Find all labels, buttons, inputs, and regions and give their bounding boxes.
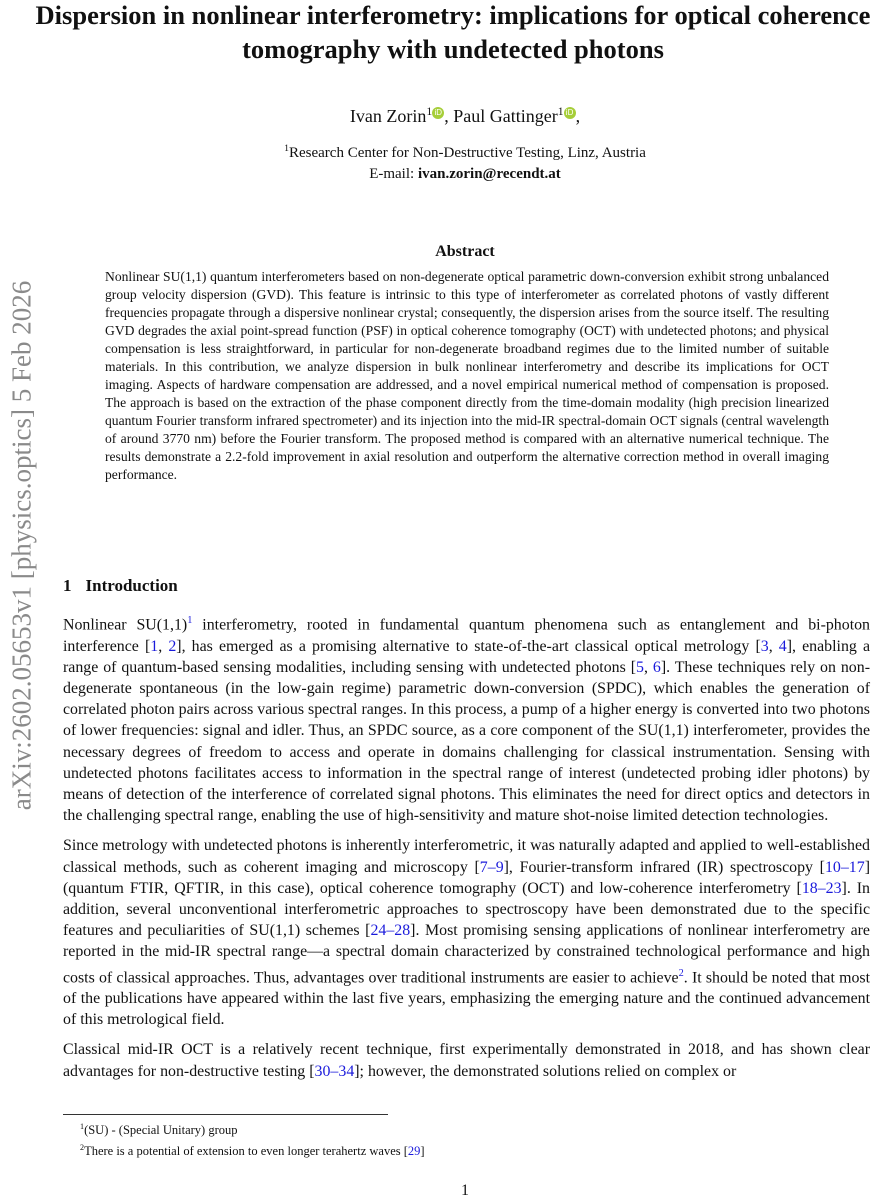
section-title: Introduction [85, 576, 178, 595]
abstract-text: Nonlinear SU(1,1) quantum interferometers based on non-degenerate optical parametric down-conversion exhibit strong unbalanced group velocity dispersion (GVD). This feature is intrinsic to this type of interferometer as correlated photons of vastly different frequencies propagate through a dispersive nonlinear crystal; consequently, the dispersion arises from the source itself. The resulting GVD degrades the axial point-spread function (PSF) in optical coherence tomography (OCT) with undetected photons; and physical compensation is less straightforward, in particular for non-degenerate broadband regimes due to the limited number of suitable materials. In this contribution, we analyze dispersion in bulk nonlinear interferometry and describe its implications for OCT imaging. Aspects of hardware compensation are addressed, and a novel empirical numerical method of compensation is proposed. The approach is based on the extraction of the phase component directly from the time-domain modality (high precision linearized quantum Fourier transform infrared spectrometer) and its injection into the mid-IR spectral-domain OCT signals (central wavelength of around 3770 nm) before the Fourier transform. The proposed method is compared with an alternative numerical technique. The results demonstrate a 2.2-fold improvement in axial resolution and outperform the alternative correction method in overall imaging performance. [105, 269, 829, 482]
author-name: Ivan Zorin [349, 106, 427, 126]
affiliation-mark: 1 [284, 143, 289, 154]
text-run: ] [420, 1144, 425, 1159]
page-number: 1 [461, 1182, 469, 1199]
footnote [80, 1118, 425, 1139]
text-run: , [643, 658, 653, 676]
citation-link[interactable]: 2 [168, 637, 177, 655]
text-run: (SU) - (Special Unitary) group [84, 1123, 238, 1138]
paragraph [63, 835, 870, 1030]
contact-email [0, 166, 871, 183]
orcid-icon[interactable]: iD [564, 107, 576, 119]
text-run: ], enabling a range of quantum-based sensing modalities, including sensing with undetected photons [ [63, 637, 870, 676]
footnote-mark: 2 [80, 1143, 85, 1153]
footnote-link[interactable]: 2 [678, 967, 684, 979]
section-number: 1 [63, 576, 72, 595]
paper-title: Dispersion in nonlinear interferometry: implications for optical coherence tomography with undetected photons [35, 0, 871, 64]
citation-link[interactable]: 30–34 [314, 1062, 355, 1080]
text-run: . It should be noted that most of the publications have appeared within the last five years, emphasizing the emerging nature and the continued advancement of this metrological field. [63, 968, 870, 1029]
text-run: ]. These techniques rely on non-degenerate spontaneous (in the low-gain regime) parametric down-conversion (SPDC), which enables the generation of correlated photon pairs across various spectral ranges. In this process, a pump of a higher energy is converted into two photons of lower frequencies: signal and idler. Thus, an SPDC source, as a core component of the SU(1,1) interferometer, provides the necessary degrees of freedom to access and operate in domains challenging for classical instrumentation. Sensing with undetected photons facilitates access to information in the spectral range of interest (undetected probing idler photons) by means of detection of the interference of correlated signal photons. This eliminates the need for direct optics and detectors in the challenging spectral range, enabling the use of high-sensitivity and mature shot-noise limited detection technologies. [63, 658, 870, 825]
citation-link[interactable]: 7–9 [479, 858, 504, 876]
author-separator: , [575, 106, 581, 126]
text-run: , [768, 637, 779, 655]
author-name: Paul Gattinger [453, 106, 558, 126]
footnote-rule [63, 1114, 388, 1115]
text-run: ]. Most promising sensing applications of nonlinear interferometry are reported in the mid-IR spectral range—a spectral domain characterized by constrained technological performance and high costs of classical approaches. Thus, advantages over traditional instruments are easier to achieve [63, 922, 870, 986]
author-affiliation-mark: 1 [426, 105, 433, 118]
footnotes [80, 1118, 425, 1160]
citation-link[interactable]: 18–23 [801, 879, 842, 897]
text-run: , [158, 637, 169, 655]
citation-link[interactable]: 6 [652, 658, 661, 676]
body-text [63, 610, 870, 1091]
text-run: Classical mid-IR OCT is a relatively recent technique, first experimentally demonstrated in 2018, and has shown clear advantages for non-destructive testing [ [63, 1041, 870, 1080]
text-run: Since metrology with undetected photons is inherently interferometric, it was naturally adapted and applied to well-established classical methods, such as coherent imaging and microscopy [ [63, 837, 870, 876]
affiliation [0, 143, 871, 162]
footnote-link[interactable]: 1 [187, 615, 193, 626]
text-run: interferometry, rooted in fundamental quantum phenomena such as entanglement and bi-photon interference [ [63, 616, 870, 655]
abstract-heading: Abstract [435, 243, 495, 260]
arxiv-identifier: arXiv:2602.05653v1 [physics.optics] 5 Feb 2026 [6, 280, 37, 811]
footnote-mark: 1 [80, 1122, 85, 1131]
author-list [0, 105, 871, 127]
text-run: ]. In addition, several unconventional interferometric approaches to spectroscopy have been demonstrated due to the specific features and peculiarities of SU(1,1) schemes [ [63, 879, 870, 940]
section-heading [63, 576, 178, 596]
footnote [80, 1139, 425, 1160]
paragraph [63, 1039, 870, 1081]
text-run: Nonlinear SU(1,1) [63, 616, 188, 634]
text-run: ], has emerged as a promising alternative to state-of-the-art classical optical metrology [ [176, 637, 761, 655]
paragraph [63, 610, 870, 826]
text-run: ], Fourier-transform infrared (IR) spectroscopy [ [503, 858, 825, 876]
text-run: ] (quantum FTIR, QFTIR, in this case), optical coherence tomography (OCT) and low-coherence interferometry [ [63, 858, 870, 897]
orcid-icon[interactable]: iD [432, 107, 444, 119]
citation-link[interactable]: 1 [150, 637, 159, 655]
citation-link[interactable]: 10–17 [824, 858, 865, 876]
citation-link[interactable]: 29 [407, 1144, 421, 1159]
citation-link[interactable]: 3 [760, 637, 769, 655]
author-separator: , [444, 106, 454, 126]
text-run: There is a potential of extension to even longer terahertz waves [ [84, 1144, 408, 1159]
text-run: ]; however, the demonstrated solutions relied on complex or [354, 1062, 737, 1080]
email-label: E-mail: [369, 166, 418, 182]
affiliation-text: Research Center for Non-Destructive Testing, Linz, Austria [288, 145, 646, 161]
citation-link[interactable]: 4 [778, 637, 787, 655]
email-address[interactable]: ivan.zorin@recendt.at [417, 166, 561, 182]
citation-link[interactable]: 24–28 [370, 922, 411, 940]
citation-link[interactable]: 5 [636, 658, 644, 676]
author-affiliation-mark: 1 [557, 105, 564, 118]
